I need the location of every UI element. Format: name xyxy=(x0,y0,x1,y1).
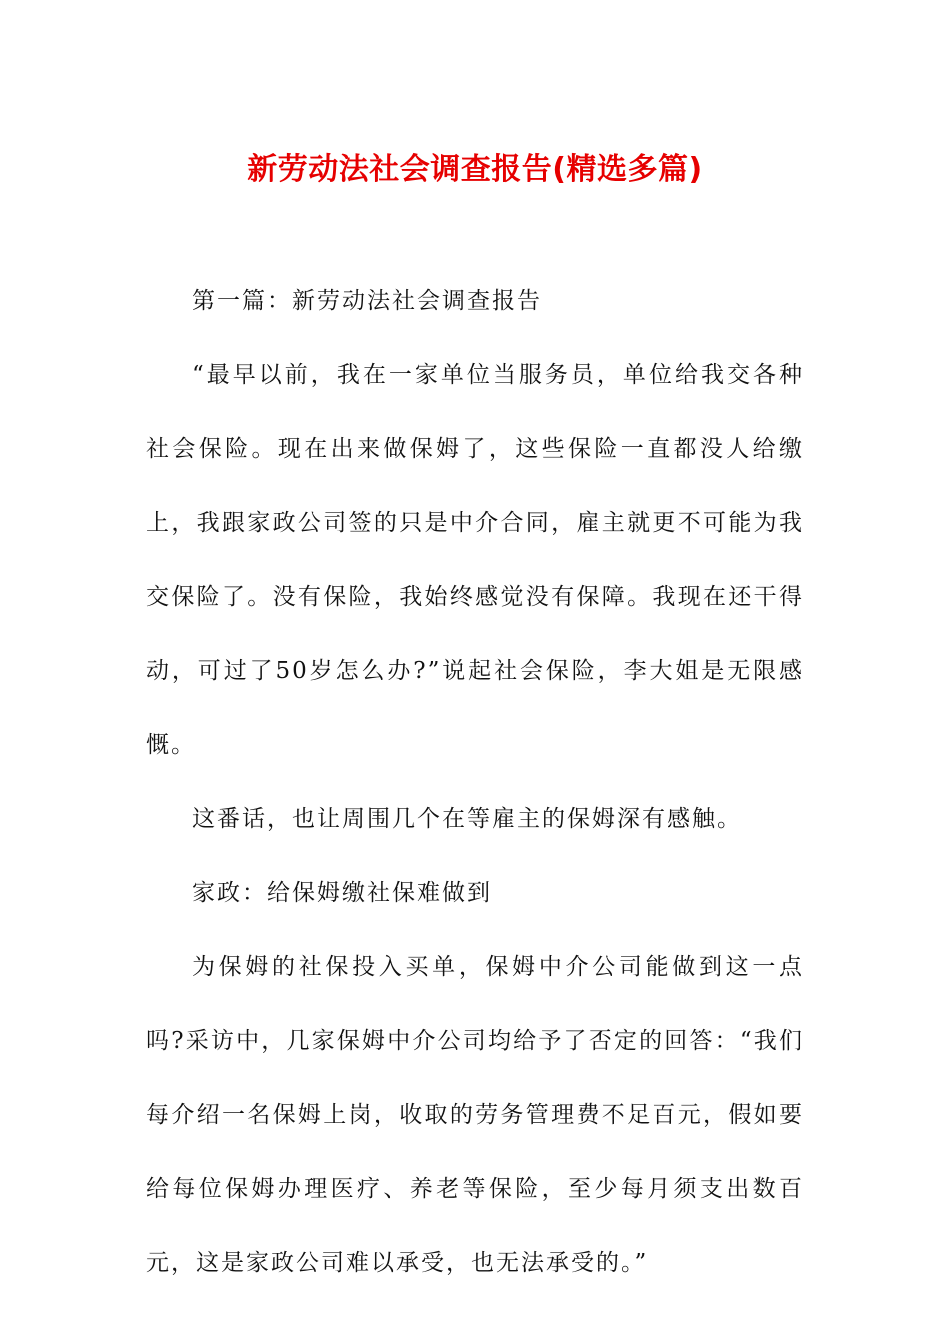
document-body xyxy=(146,264,804,1300)
paragraph-quote-1: “最早以前，我在一家单位当服务员，单位给我交各种社会保险。现在出来做保姆了，这些保险一直都没人给缴上，我跟家政公司签的只是中介合同，雇主就更不可能为我交保险了。没有保险，我始终感觉没有保障。我现在还干得动，可过了50岁怎么办?”说起社会保险，李大姐是无限感慨。 xyxy=(146,362,804,758)
paragraph-4: 为保姆的社保投入买单，保姆中介公司能做到这一点吗?采访中，几家保姆中介公司均给予了否定的回答：“我们每介绍一名保姆上岗，收取的劳务管理费不足百元，假如要给每位保姆办理医疗、养老等保险，至少每月须支出数百元，这是家政公司难以承受，也无法承受的。” xyxy=(146,954,804,1276)
document-title: 新劳动法社会调查报告(精选多篇) xyxy=(247,152,703,187)
subheading-housekeeping: 家政：给保姆缴社保难做到 xyxy=(192,880,492,906)
section-heading-1: 第一篇：新劳动法社会调查报告 xyxy=(192,288,542,314)
paragraph-2: 这番话，也让周围几个在等雇主的保姆深有感触。 xyxy=(192,806,742,832)
